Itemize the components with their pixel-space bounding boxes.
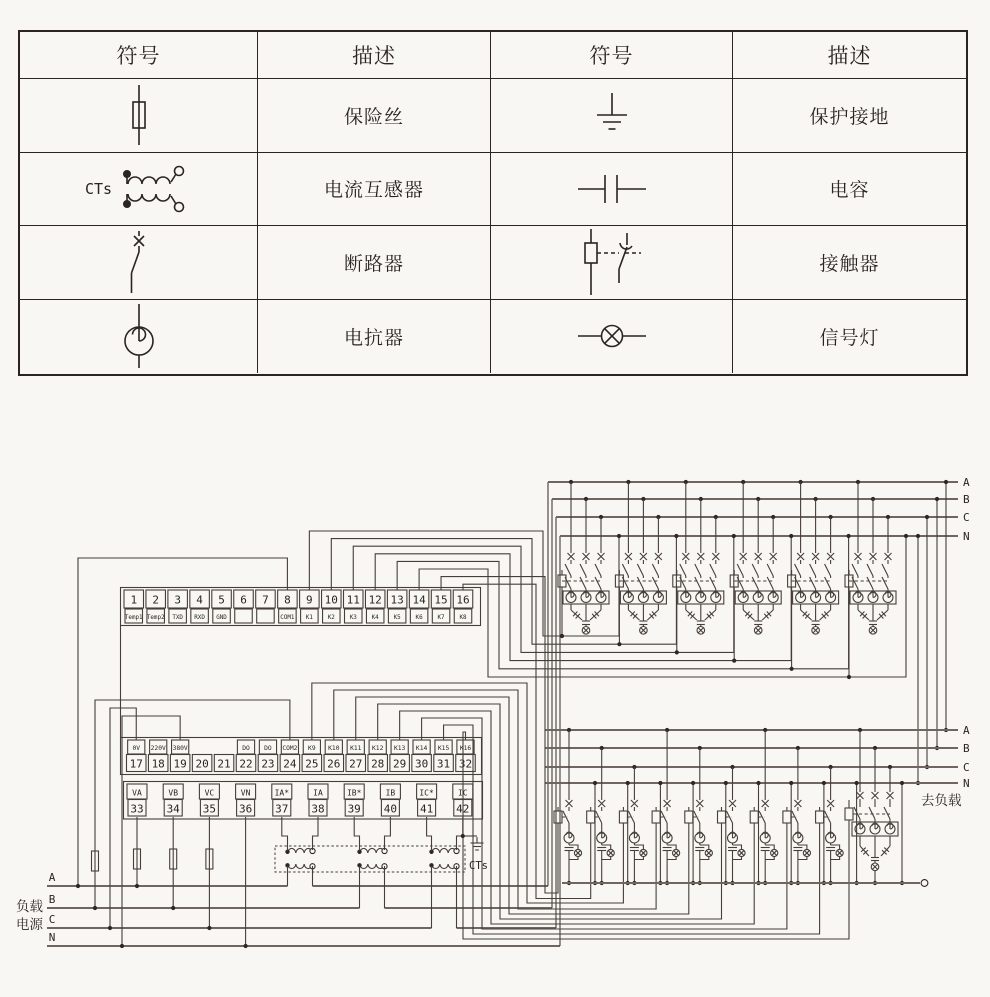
terminal-label: DO — [242, 745, 250, 752]
contactor-coil — [816, 811, 824, 823]
junction-dot — [855, 781, 859, 785]
wire — [622, 564, 628, 576]
junction-dot — [658, 781, 662, 785]
legend-desc-fuse: 保险丝 — [258, 79, 491, 153]
terminal-number: 11 — [346, 593, 360, 607]
bottom-right-bus-label: A — [963, 724, 970, 737]
terminal-label-box — [235, 609, 253, 623]
wire — [882, 577, 888, 589]
terminal-label: K6 — [415, 614, 423, 621]
terminal-number: 8 — [284, 593, 291, 607]
wire — [565, 564, 571, 576]
com2-wire — [95, 700, 290, 908]
junction-dot — [904, 534, 908, 538]
junction-dot — [916, 534, 920, 538]
terminal-number: 37 — [275, 802, 289, 816]
wire — [667, 857, 676, 860]
terminal-number: 23 — [261, 757, 275, 771]
wire — [877, 610, 888, 620]
junction-dot — [617, 534, 621, 538]
wire — [795, 564, 801, 576]
terminal-number: 35 — [202, 802, 217, 816]
junction-dot — [944, 480, 948, 484]
wire — [882, 564, 888, 576]
load-supply-label: 负载 — [16, 899, 43, 914]
legend-desc-breaker: 断路器 — [258, 226, 491, 300]
junction-dot — [93, 906, 97, 910]
wire — [743, 610, 754, 620]
bottom-right-bus-label: B — [963, 742, 970, 755]
relay-wire — [419, 536, 906, 677]
wire — [571, 610, 582, 620]
terminal-label: IC — [457, 788, 468, 798]
terminal-number: 39 — [347, 802, 361, 816]
terminal-label: K1 — [305, 614, 313, 621]
terminal-number: 3 — [174, 593, 181, 607]
ct-winding — [360, 864, 385, 869]
terminal-number: 29 — [393, 757, 407, 771]
legend-header-symbol-1: 符号 — [20, 32, 258, 79]
junction-dot — [626, 781, 630, 785]
contactor-coil — [685, 811, 693, 823]
junction-dot — [244, 944, 248, 948]
left-bus-label: C — [48, 913, 56, 926]
top-right-bus-label: B — [963, 493, 970, 506]
terminal-number: 6 — [240, 593, 247, 607]
top-right-bus-label: N — [963, 530, 970, 543]
left-bus-label: N — [48, 931, 56, 944]
ct-secondary — [385, 817, 391, 850]
to-load-label: 去负载 — [921, 793, 962, 808]
ct-winding — [432, 864, 457, 869]
ct-secondary — [457, 817, 463, 850]
terminal-label: COM2 — [282, 745, 298, 752]
junction-dot — [847, 534, 851, 538]
terminal-number: 12 — [368, 593, 382, 607]
relay-wire — [400, 711, 755, 924]
contactor-coil — [587, 811, 595, 823]
terminal-number: 1 — [130, 593, 138, 607]
terminal-number: 16 — [456, 593, 470, 607]
terminal-label: K9 — [308, 745, 316, 752]
terminal-label: RXD — [194, 614, 205, 621]
wire — [710, 577, 716, 589]
wire — [705, 610, 716, 620]
load-supply-label: 电源 — [16, 917, 43, 932]
wire — [737, 564, 743, 576]
wire — [695, 564, 701, 576]
terminal-label: K16 — [459, 745, 472, 752]
terminal-label: K13 — [393, 745, 406, 752]
bottom-right-bus-label: N — [963, 777, 970, 790]
wire — [869, 807, 875, 819]
junction-dot — [675, 650, 679, 654]
terminal-number: 2 — [152, 593, 160, 607]
ct-secondary — [313, 817, 319, 850]
cts-label: CTs — [469, 860, 488, 872]
terminal-number: 33 — [130, 802, 144, 816]
legend-desc-earth: 保护接地 — [733, 79, 966, 153]
terminal-label: K7 — [437, 614, 445, 621]
junction-dot — [207, 926, 211, 930]
junction-dot — [732, 534, 736, 538]
terminal-label: GND — [216, 614, 227, 621]
terminal-number: 25 — [305, 757, 319, 771]
ct-winding — [288, 848, 313, 853]
junction-dot — [461, 834, 465, 838]
wire — [647, 610, 658, 620]
top-right-bus-label: C — [963, 511, 970, 524]
contactor-coil — [619, 811, 627, 823]
terminal-number: 18 — [151, 757, 165, 771]
top-right-bus-label: A — [963, 476, 970, 489]
legend-desc-contactor: 接触器 — [733, 226, 966, 300]
junction-dot — [790, 667, 794, 671]
contactor-coil — [750, 811, 758, 823]
wire — [767, 564, 773, 576]
terminal-label: VC — [204, 788, 215, 798]
left-bus-label: B — [48, 893, 56, 906]
wire — [595, 564, 601, 576]
terminal-label: K11 — [350, 745, 362, 752]
junction-dot — [171, 906, 175, 910]
contactor-coil — [783, 811, 791, 823]
junction-dot — [674, 534, 678, 538]
terminal-label: DO — [264, 745, 272, 752]
junction-dot — [76, 884, 80, 888]
terminal-number: 32 — [458, 757, 473, 771]
terminal-number: 13 — [390, 593, 404, 607]
terminal-number: 9 — [306, 593, 313, 607]
wire — [798, 857, 807, 860]
terminal-label: IA — [313, 788, 323, 798]
terminal-label: K2 — [327, 614, 335, 621]
wire — [767, 577, 773, 589]
wire — [858, 610, 869, 620]
junction-dot — [822, 781, 826, 785]
terminal-number: 24 — [283, 757, 297, 771]
junction-dot — [732, 659, 736, 663]
wire — [810, 564, 816, 576]
wire — [820, 610, 831, 620]
legend-desc-ct: 电流互感器 — [258, 153, 491, 227]
terminal-number: 14 — [412, 593, 426, 607]
junction-dot — [900, 781, 904, 785]
terminal-number: 31 — [436, 757, 451, 771]
junction-dot — [691, 781, 695, 785]
legend-desc-lamp: 信号灯 — [819, 327, 880, 349]
terminal-label: K15 — [437, 745, 450, 752]
junction-dot — [724, 781, 728, 785]
terminal-number: 7 — [262, 593, 269, 607]
wire — [700, 857, 709, 860]
wire — [810, 577, 816, 589]
ct-winding — [288, 864, 313, 869]
terminal-label: 220V — [150, 745, 166, 752]
terminal-label: K5 — [393, 614, 401, 621]
junction-dot — [135, 884, 139, 888]
wire — [569, 857, 578, 860]
legend-header-desc-2: 描述 — [733, 32, 966, 79]
junction-dot — [935, 497, 939, 501]
terminal-label: IB* — [346, 788, 362, 798]
terminal-label: K3 — [349, 614, 357, 621]
wire — [580, 577, 586, 589]
terminal-label: K14 — [415, 745, 428, 752]
terminal-label: K8 — [459, 614, 467, 621]
terminal-number: 40 — [383, 802, 398, 816]
wire — [710, 564, 716, 576]
terminal-number: 5 — [218, 593, 225, 607]
junction-dot — [847, 675, 851, 679]
terminal-number: 21 — [217, 757, 231, 771]
wire — [634, 857, 643, 860]
terminal-number: 15 — [434, 593, 448, 607]
contactor-coil — [718, 811, 726, 823]
wire — [590, 610, 601, 620]
wire — [801, 610, 812, 620]
terminal-number: 4 — [196, 593, 203, 607]
wire — [884, 807, 890, 819]
left-bus-label: A — [48, 871, 56, 884]
wire — [652, 564, 658, 576]
terminal-label: 0V — [132, 745, 141, 752]
terminal-number: 30 — [414, 757, 429, 771]
legend-desc-capacitor: 电容 — [733, 153, 966, 227]
bottom-right-bus-label: C — [963, 761, 970, 774]
terminal-label: Temp1 — [124, 614, 143, 621]
wire — [580, 564, 586, 576]
wire — [765, 857, 774, 860]
terminal-label: K4 — [371, 614, 379, 621]
wire — [733, 857, 742, 860]
ct-winding — [432, 848, 457, 853]
ct-winding — [360, 848, 385, 853]
terminal-number: 28 — [371, 757, 385, 771]
wire — [695, 577, 701, 589]
wire — [762, 610, 773, 620]
wire — [831, 857, 840, 860]
terminal-number: 36 — [238, 802, 253, 816]
terminal-number: 19 — [173, 757, 187, 771]
junction-dot — [789, 534, 793, 538]
terminal-number: 27 — [349, 757, 363, 771]
contactor-coil — [845, 808, 853, 820]
junction-dot — [560, 634, 564, 638]
open-terminal — [921, 880, 928, 887]
terminal-label: VA — [132, 788, 142, 798]
terminal-number: 41 — [419, 802, 434, 816]
terminal-label: COM1 — [280, 614, 295, 621]
wire — [825, 577, 831, 589]
terminal-label: K12 — [372, 745, 384, 752]
wire — [686, 610, 697, 620]
terminal-number: 38 — [311, 802, 325, 816]
junction-dot — [593, 781, 597, 785]
legend-desc-reactor: 电抗器 — [258, 300, 491, 374]
wire — [595, 577, 601, 589]
terminal-label: K10 — [328, 745, 340, 752]
junction-dot — [108, 926, 112, 930]
junction-dot — [756, 781, 760, 785]
junction-dot — [617, 642, 621, 646]
terminal-number: 34 — [166, 802, 180, 816]
wire — [637, 577, 643, 589]
terminal-number: 26 — [327, 757, 341, 771]
junction-dot — [925, 515, 929, 519]
terminal-number: 17 — [129, 757, 143, 771]
terminal-label: IC* — [419, 788, 434, 798]
wire — [825, 564, 831, 576]
junction-dot — [789, 781, 793, 785]
wire — [602, 857, 611, 860]
wire — [867, 577, 873, 589]
legend-header-desc-1: 描述 — [258, 32, 491, 79]
terminal-label: Temp2 — [146, 614, 165, 621]
terminal-label: IA* — [274, 788, 290, 798]
terminal-number: 42 — [456, 802, 470, 816]
legend-header-symbol-2: 符号 — [491, 32, 733, 79]
terminal-number: 10 — [324, 593, 338, 607]
contactor-coil — [554, 811, 562, 823]
wire — [752, 577, 758, 589]
terminal-label: TXD — [172, 614, 183, 621]
junction-dot — [120, 944, 124, 948]
contactor-coil — [652, 811, 660, 823]
terminal-number: 22 — [239, 757, 253, 771]
wire — [867, 564, 873, 576]
wire — [652, 577, 658, 589]
wire — [637, 564, 643, 576]
wire — [628, 610, 639, 620]
terminal-label: IB — [385, 788, 396, 798]
wire — [852, 564, 858, 576]
terminal-label: VN — [240, 788, 251, 798]
terminal-label: 380V — [172, 745, 188, 752]
wire — [752, 564, 758, 576]
terminal-label-box — [257, 609, 275, 623]
wire — [680, 564, 686, 576]
terminal-label: VB — [168, 788, 179, 798]
ct-icon-label: CTs — [84, 179, 113, 198]
terminal-number: 20 — [195, 757, 209, 771]
